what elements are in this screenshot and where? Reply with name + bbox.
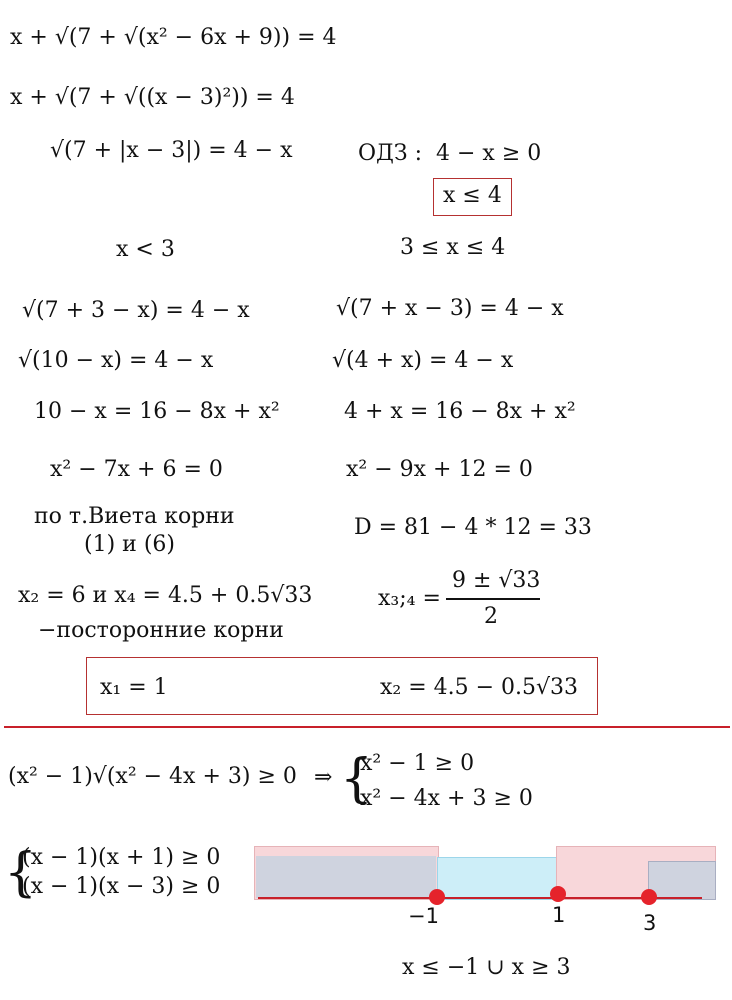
left-step-3: 10 − x = 16 − 8x + x²: [34, 399, 280, 424]
right-step-1: √(7 + x − 3) = 4 − x: [336, 296, 564, 321]
left-step-2: √(10 − x) = 4 − x: [18, 348, 214, 373]
left-step-4: x² − 7x + 6 = 0: [50, 457, 223, 482]
inequality: (x² − 1)√(x² − 4x + 3) ≥ 0: [8, 764, 297, 789]
odz-result: x ≤ 4: [443, 183, 502, 208]
case-left-label: x < 3: [116, 237, 175, 262]
gray-region-left: [256, 856, 436, 898]
tick-label-1: 1: [552, 903, 566, 927]
left-step-1: √(7 + 3 − x) = 4 − x: [22, 298, 250, 323]
equation-square-form: x + √(7 + √((x − 3)²)) = 4: [10, 85, 295, 110]
system-brace-1: {: [340, 749, 374, 809]
system-brace-2: {: [4, 843, 38, 903]
right-step-2: √(4 + x) = 4 − x: [332, 348, 514, 373]
odz-condition: 4 − x ≥ 0: [436, 141, 542, 166]
roots-numerator: 9 ± √33: [452, 568, 541, 593]
gray-region-right: [648, 861, 716, 900]
right-step-4: x² − 9x + 12 = 0: [346, 457, 533, 482]
case-right-label: 3 ≤ x ≤ 4: [400, 235, 506, 260]
extraneous-note: −посторонние корни: [38, 618, 284, 643]
right-step-3: 4 + x = 16 − 8x + x²: [344, 399, 576, 424]
discriminant: D = 81 − 4 * 12 = 33: [354, 515, 592, 540]
answer-x1: x₁ = 1: [100, 675, 168, 700]
system-line-2: x² − 4x + 3 ≥ 0: [360, 786, 533, 811]
roots-denominator: 2: [484, 604, 498, 629]
tick-label-minus-1: −1: [408, 904, 439, 928]
vieta-line-1: по т.Виета корни: [34, 504, 235, 529]
tick-label-3: 3: [643, 911, 657, 935]
answer-x2: x₂ = 4.5 − 0.5√33: [380, 675, 579, 700]
system-b-line-1: (x − 1)(x + 1) ≥ 0: [22, 845, 221, 870]
point-3: [641, 889, 657, 905]
point-minus-1: [429, 889, 445, 905]
equation-original: x + √(7 + √(x² − 6x + 9)) = 4: [10, 25, 337, 50]
odz-label: ОДЗ :: [358, 141, 423, 166]
roots-lhs: x₃;₄ =: [378, 586, 441, 611]
section-divider: [4, 726, 730, 728]
vieta-line-2: (1) и (6): [84, 532, 175, 557]
system-line-1: x² − 1 ≥ 0: [360, 751, 475, 776]
system-b-line-2: (x − 1)(x − 3) ≥ 0: [22, 874, 221, 899]
implies-arrow: ⇒: [314, 765, 333, 790]
point-1: [550, 886, 566, 902]
axis-line: [258, 897, 702, 899]
inequality-answer: x ≤ −1 ∪ x ≥ 3: [402, 955, 571, 980]
left-roots: x₂ = 6 и x₄ = 4.5 + 0.5√33: [18, 583, 313, 608]
roots-fraction-bar: [446, 598, 540, 600]
equation-abs-form: √(7 + |x − 3|) = 4 − x: [50, 138, 293, 163]
cyan-region-middle: [437, 857, 558, 900]
